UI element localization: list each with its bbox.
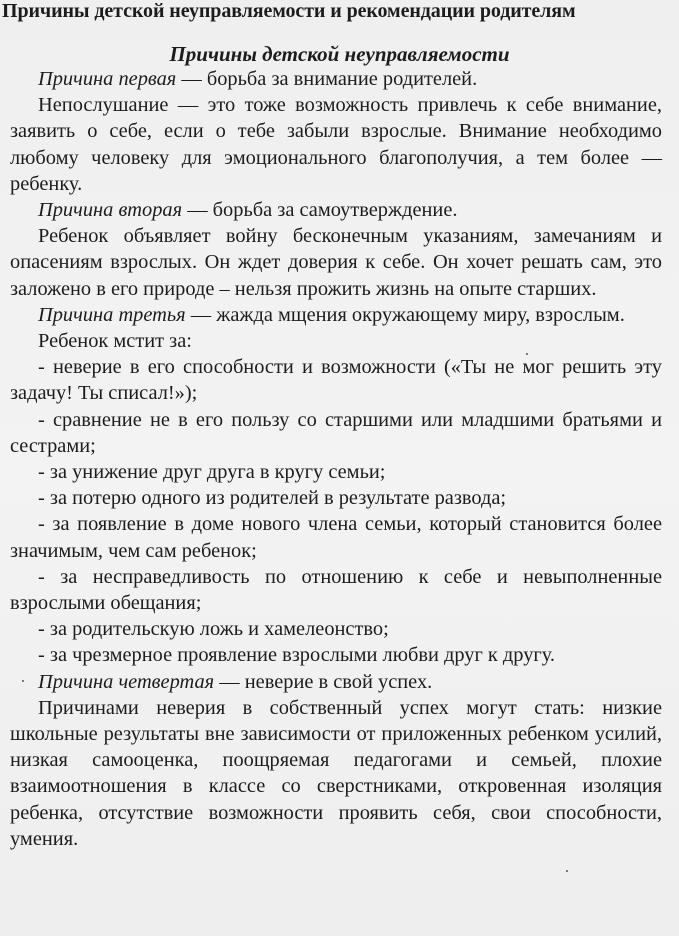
body-text <box>10 66 662 852</box>
paragraph <box>10 223 662 302</box>
paragraph-text: — борьба за внимание родителей. <box>176 68 478 90</box>
paragraph-reason-1 <box>10 66 662 92</box>
list-item-text: - за потерю одного из родителей в результате развода; <box>38 487 507 510</box>
list-item-text: - за чрезмерное проявление взрослыми любви друг к другу. <box>38 644 556 667</box>
paragraph-text: — жажда мщения окружающему миру, взрослым. <box>185 303 625 326</box>
reason-lead: Причина первая <box>38 68 177 90</box>
list-item <box>10 459 662 485</box>
scan-speck <box>22 680 24 682</box>
paragraph-text: Ребенок объявляет войну бесконечным указаниям, замечаниям и опасениям взрослых. Он ждет доверия к себе. Он хочет решать сам, это заложено в его природе – нельзя прожить жизнь на опыте старших. <box>10 225 662 300</box>
paragraph <box>10 92 662 197</box>
list-item <box>10 564 662 616</box>
section-title: Причины детской неуправляемости <box>169 42 510 66</box>
list-item-text: - за родительскую ложь и хамелеонство; <box>38 618 389 641</box>
list-item <box>10 407 662 459</box>
scan-speck <box>526 353 528 355</box>
reason-lead: Причина четвертая <box>38 670 215 693</box>
paragraph-text: Ребенок мстит за: <box>38 330 192 353</box>
reason-lead: Причина вторая <box>38 199 183 222</box>
reason-lead: Причина третья <box>38 303 186 326</box>
paragraph-reason-3 <box>10 302 662 328</box>
list-item-text: - за унижение друг друга в кругу семьи; <box>38 461 386 484</box>
page-header: Причины детской неуправляемости и рекомендации родителям <box>2 0 576 22</box>
paragraph-text: — неверие в свой успех. <box>214 670 433 693</box>
list-item-text: - сравнение не в его пользу со старшими или младшими братьями и сестрами; <box>10 408 662 457</box>
paragraph-text: Причинами неверия в собственный успех могут стать: низкие школьные результаты вне зависимости от приложенных ребенком усилий, низкая самооценка, поощряемая педагогами и семьей, плохие взаимоотношения в классе со сверстниками, откровенная изоляция ребенка, отсутствие возможности проявить себя, свои способности, умения. <box>10 696 662 850</box>
paragraph-text: Непослушание — это тоже возможность привлечь к себе внимание, заявить о себе, если о тебе забыли взрослые. Внимание необходимо любому человеку для эмоционального благополучия, а тем более — ребенку. <box>10 94 662 195</box>
list-item <box>10 511 662 563</box>
paragraph <box>10 695 662 852</box>
list-item <box>10 642 662 668</box>
list-item <box>10 485 662 511</box>
list-item-text: - неверие в его способности и возможности («Ты не мог решить эту задачу! Ты списал!»); <box>10 356 662 405</box>
list-item-text: - за появление в доме нового члена семьи, который становится более значимым, чем сам ребенок; <box>10 513 662 562</box>
scan-speck <box>566 870 568 872</box>
paragraph <box>10 328 662 354</box>
paragraph-reason-4 <box>10 669 662 695</box>
list-item <box>10 354 662 406</box>
paragraph-reason-2 <box>10 197 662 223</box>
paragraph-text: — борьба за самоутверждение. <box>182 199 458 222</box>
list-item-text: - за несправедливость по отношению к себе и невыполненные взрослыми обещания; <box>10 565 662 615</box>
list-item <box>10 616 662 642</box>
